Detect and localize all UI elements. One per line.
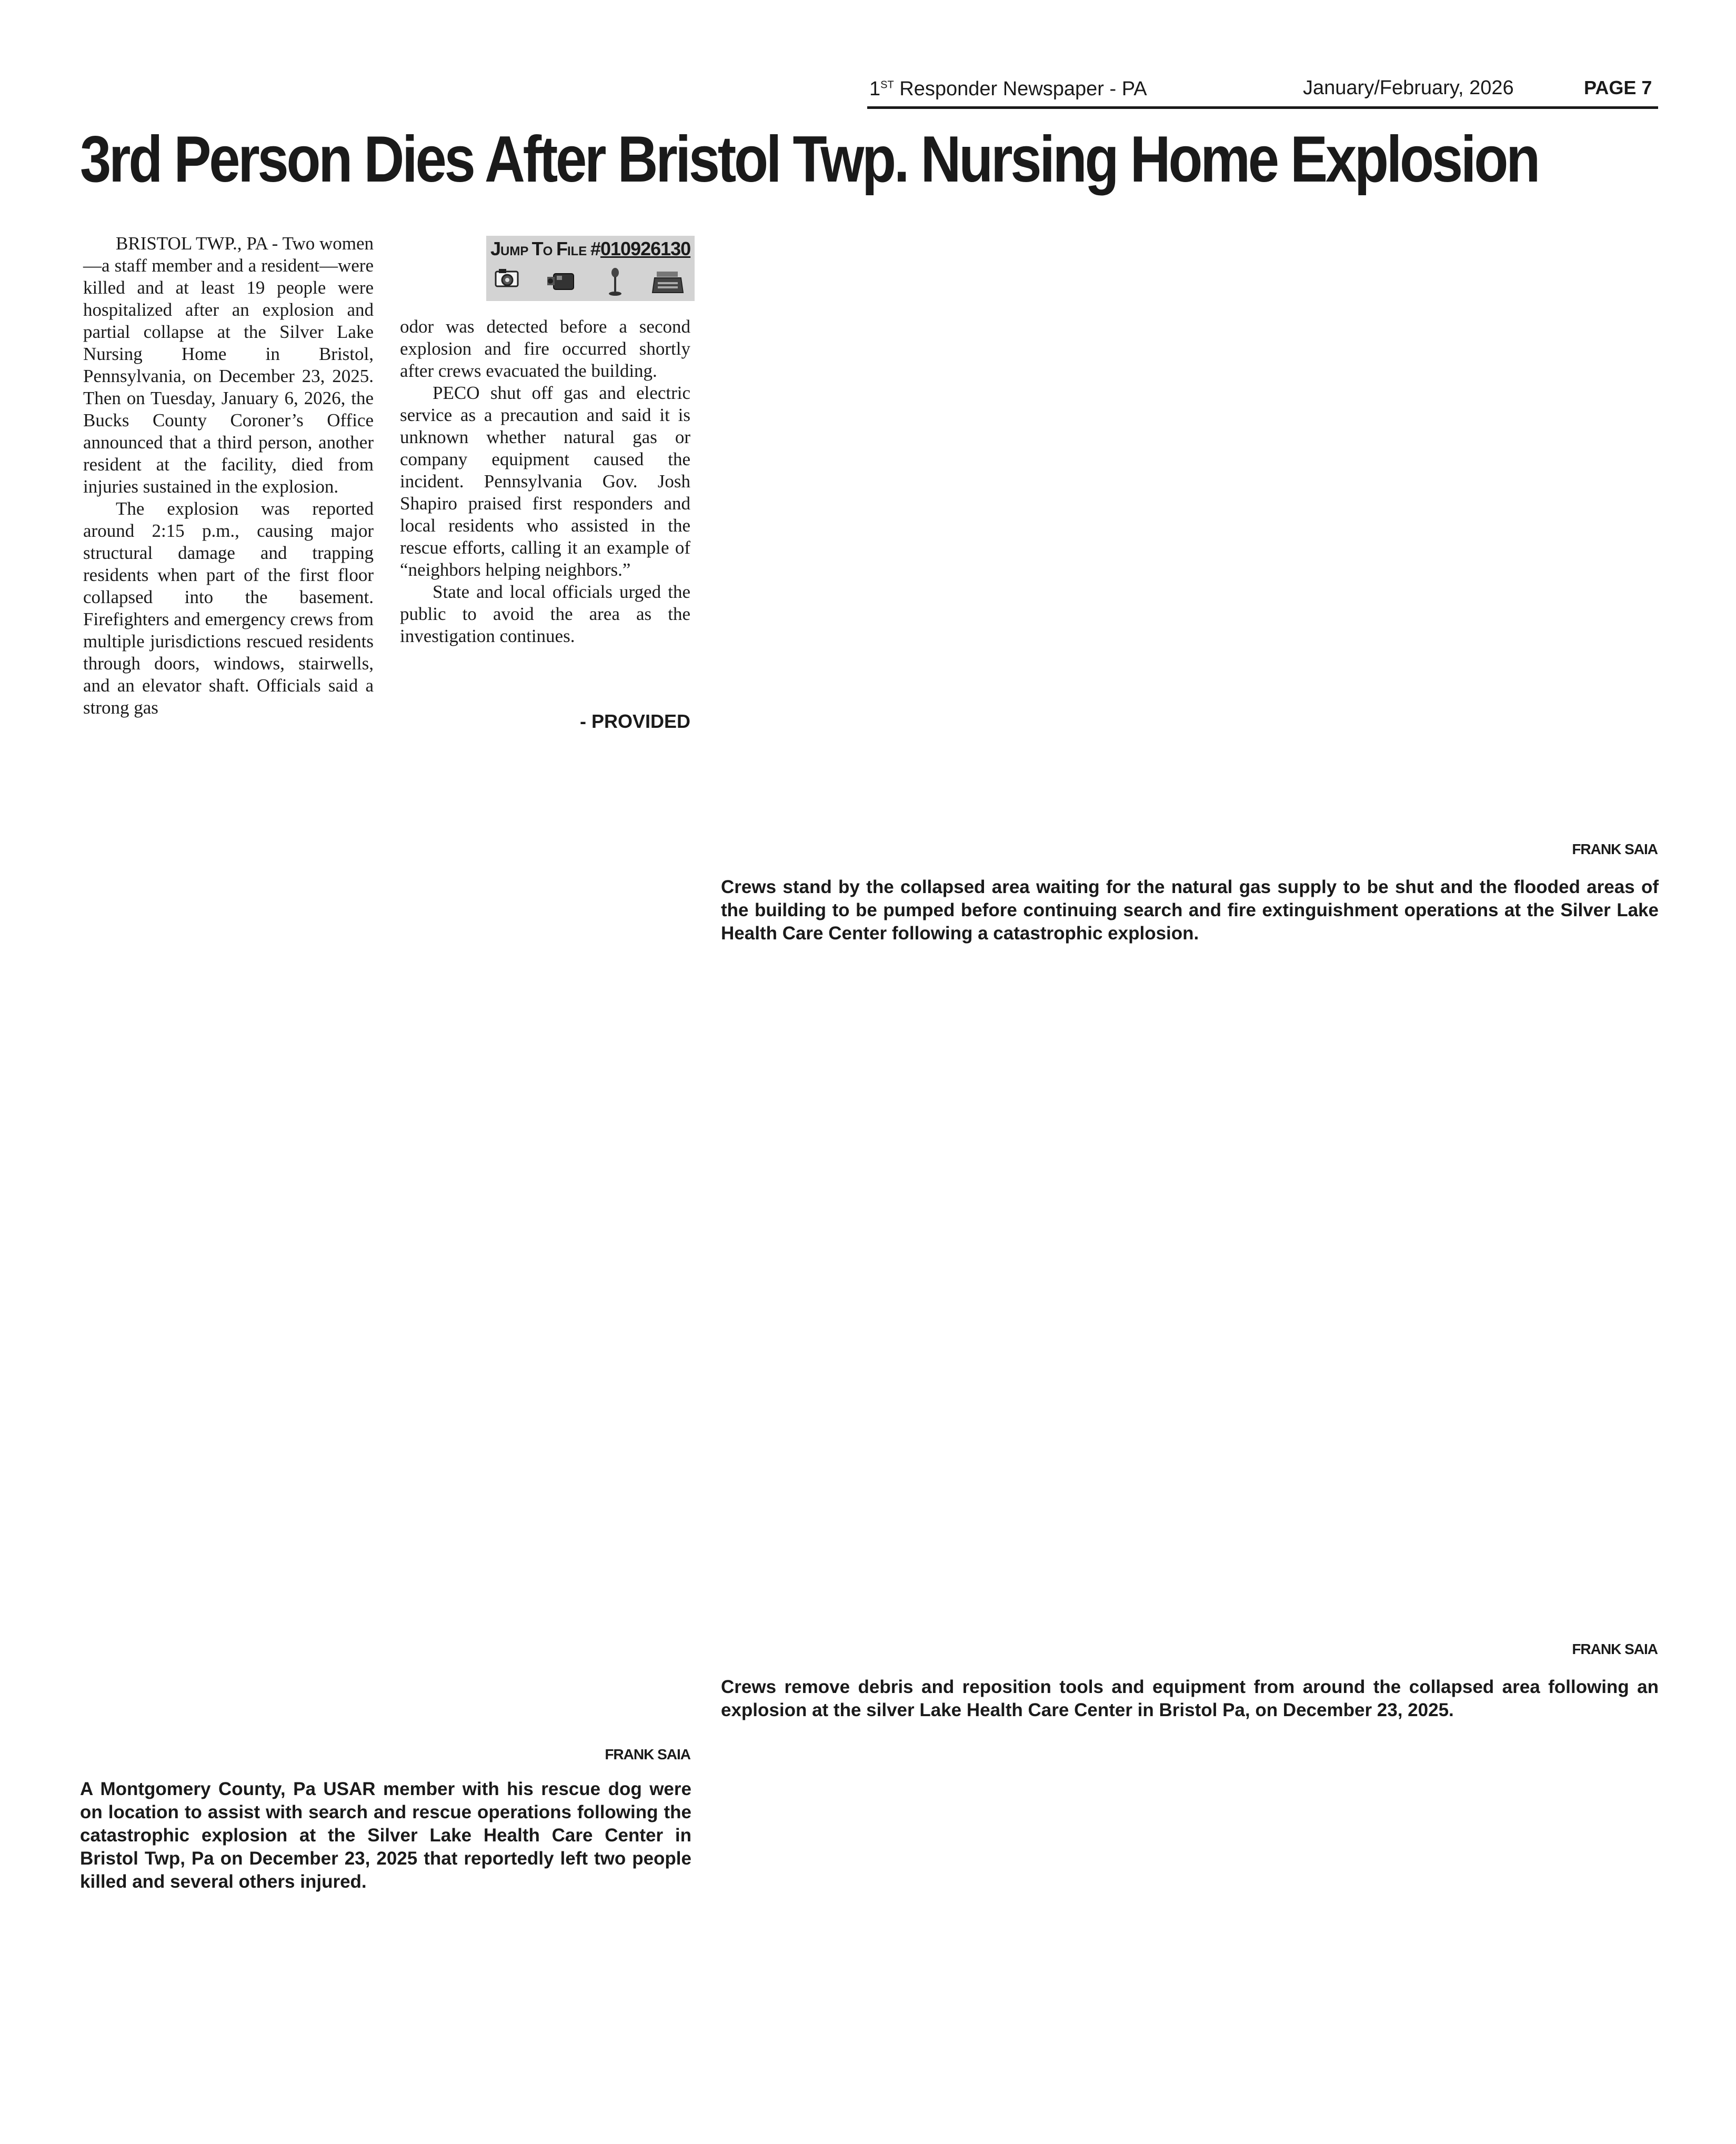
photo-credit: FRANK SAIA [1572,1641,1658,1657]
article-source: - PROVIDED [579,710,690,732]
article-paragraph: odor was detected before a second explosion and fire occurred shortly after crews evacuated the building. [400,316,690,381]
photo-credit: FRANK SAIA [605,1746,690,1762]
header-rule [867,106,1658,109]
publication-name: 1ST Responder Newspaper - PA [869,78,1147,100]
photo-caption: Crews stand by the collapsed area waiting for the natural gas supply to be shut and the flooded areas of the building to be pumped before continuing search and fire extinguishment operations at the Silver Lake Health Care Center following a catastrophic explosion. [721,877,1659,944]
article-paragraph: State and local officials urged the public to avoid the area as the investigation continues. [400,582,690,646]
video-camera-icon[interactable] [545,266,578,298]
photo-caption: A Montgomery County, Pa USAR member with his rescue dog were on location to assist with search and rescue operations following the catastrophic explosion at the Silver Lake Health Care Center in Bristol Twp, Pa on December 23, 2025 that reportedly left two people killed and several others injured. [80,1779,691,1892]
page-number: PAGE 7 [1584,77,1652,98]
photo-caption: Crews remove debris and reposition tools and equipment from around the collapsed area following an explosion at the silver Lake Health Care Center in Bristol Pa, on December 23, 2025. [721,1677,1659,1720]
issue-date: January/February, 2026 [1303,77,1514,99]
article-column-2 [400,316,690,647]
article-paragraph: The explosion was reported around 2:15 p.m., causing major structural damage and trapping residents when part of the first floor collapsed into the basement. Firefighters and emergency crews from multiple jurisdictions rescued residents through doors, windows, stairwells, and an elevator shaft. Officials said a strong gas [83,498,374,718]
microphone-icon[interactable] [599,266,631,298]
article-paragraph: PECO shut off gas and electric service as a precaution and said it is unknown whether natural gas or company equipment caused the incident. Pennsylvania Gov. Josh Shapiro praised first responders and local residents who assisted in the rescue efforts, calling it an example of “neighbors helping neighbors.” [400,383,690,580]
photo-credit: FRANK SAIA [1572,841,1658,857]
typewriter-icon[interactable] [651,266,684,298]
article-headline: 3rd Person Dies After Bristol Twp. Nursing Home Explosion [80,123,1538,196]
article-paragraph: BRISTOL TWP., PA - Two women—a staff member and a resident—were killed and at least 19 people were hospitalized after an explosion and partial collapse at the Silver Lake Nursing Home in Bristol, Pennsylvania, on December 23, 2025. Then on Tuesday, January 6, 2026, the Bucks County Coroner’s Office announced that a third person, another resident at the facility, died from injuries sustained in the explosion. [83,233,374,497]
jump-to-file-label[interactable]: JUMP TO FILE #010926130 [490,238,691,259]
article-column-1 [83,233,374,719]
jump-to-file-box[interactable] [486,236,695,301]
camera-icon[interactable] [493,266,525,298]
jump-file-number[interactable]: 010926130 [600,238,691,259]
